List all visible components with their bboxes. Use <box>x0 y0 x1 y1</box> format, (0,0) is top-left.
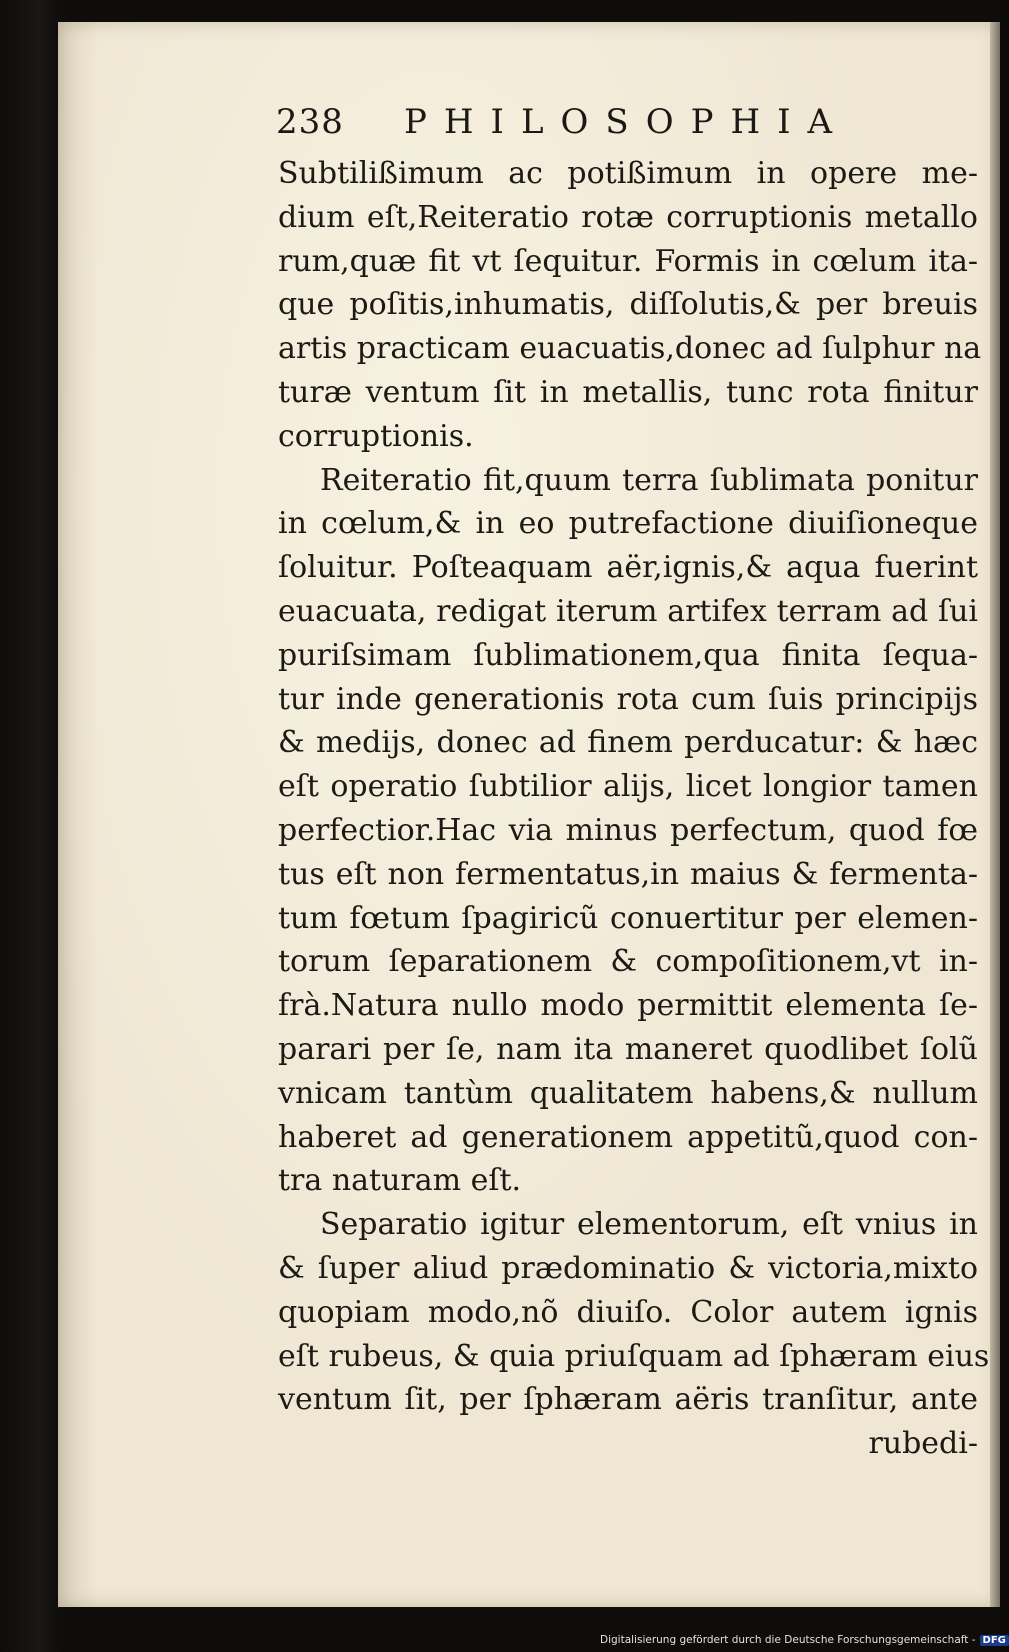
text-line: haberet ad generationem appetitũ,quod con- <box>278 1119 978 1155</box>
page-header <box>276 98 976 148</box>
text-line: torum ſeparationem & compoſitionem,vt in- <box>278 944 978 980</box>
digitization-credit <box>600 1634 1006 1650</box>
page-edge-shadow <box>990 22 1000 1607</box>
text-line: rum,quæ fit vt ſequitur. Formis in cœlum ita- <box>278 243 978 279</box>
text-line: in cœlum,& in eo putrefactione diuiſioneque <box>278 506 978 542</box>
text-line: puriſsimam ſublimationem,qua finita ſequa- <box>278 637 978 673</box>
text-line: perfectior.Hac via minus perfectum, quod fœ <box>278 812 978 848</box>
text-line: artis practicam euacuatis,donec ad ſulphur na <box>278 331 982 367</box>
paragraph <box>278 152 982 459</box>
text-line: frà.Natura nullo modo permittit elementa ſe- <box>278 988 978 1024</box>
text-line: & medijs, donec ad finem perducatur: & hæc <box>278 725 978 761</box>
text-line: quopiam modo,nõ diuiſo. Color autem ignis <box>278 1294 978 1330</box>
text-line: euacuata, redigat iterum artifex terram ad ſui <box>278 593 978 629</box>
text-line: vnicam tantùm qualitatem habens,& nullum <box>278 1075 978 1111</box>
text-line: Separatio igitur elementorum, eſt vnius in <box>320 1207 978 1243</box>
text-line: dium eſt,Reiteratio rotæ corruptionis metallo <box>278 199 978 235</box>
text-line: eſt operatio ſubtilior alijs, licet longior tamen <box>278 769 978 805</box>
text-line: turæ ventum ſit in metallis, tunc rota finitur <box>278 374 978 410</box>
credit-text: Digitalisierung gefördert durch die Deutsche Forschungsgemeinschaft - <box>600 1634 976 1646</box>
text-line: tur inde generationis rota cum ſuis principijs <box>278 681 978 717</box>
text-line: que poſitis,inhumatis, diſſolutis,& per breuis <box>278 287 978 323</box>
text-line: parari per ſe, nam ita maneret quodlibet ſolũ <box>278 1031 978 1067</box>
text-line: Subtilißimum ac potißimum in opere me- <box>278 156 978 191</box>
text-line: tum fœtum ſpagiricũ conuertitur per elemen- <box>278 900 978 936</box>
paragraph <box>278 459 978 1204</box>
text-line: ventum ſit, per ſphæram aëris tranſitur, ante <box>278 1382 978 1418</box>
text-line: corruptionis. <box>278 418 474 454</box>
text-line: eſt rubeus, & quia priuſquam ad ſphæram eius <box>278 1338 990 1374</box>
page-number: 238 <box>276 102 344 142</box>
body-text <box>278 152 990 1466</box>
text-line: & ſuper aliud prædominatio & victoria,mixto <box>278 1250 978 1286</box>
catchword: rubedi- <box>868 1426 978 1462</box>
running-title: PHILOSOPHIA <box>404 102 850 142</box>
paragraph <box>278 1203 990 1422</box>
text-line: ſoluitur. Poſteaquam aër,ignis,& aqua fuerint <box>278 550 978 586</box>
dfg-logo: DFG <box>980 1635 1009 1646</box>
text-line: tra naturam eſt. <box>278 1163 522 1199</box>
text-line: Reiteratio fit,quum terra ſublimata ponitur <box>320 462 978 498</box>
text-line: tus eſt non fermentatus,in maius & fermenta- <box>278 856 978 892</box>
